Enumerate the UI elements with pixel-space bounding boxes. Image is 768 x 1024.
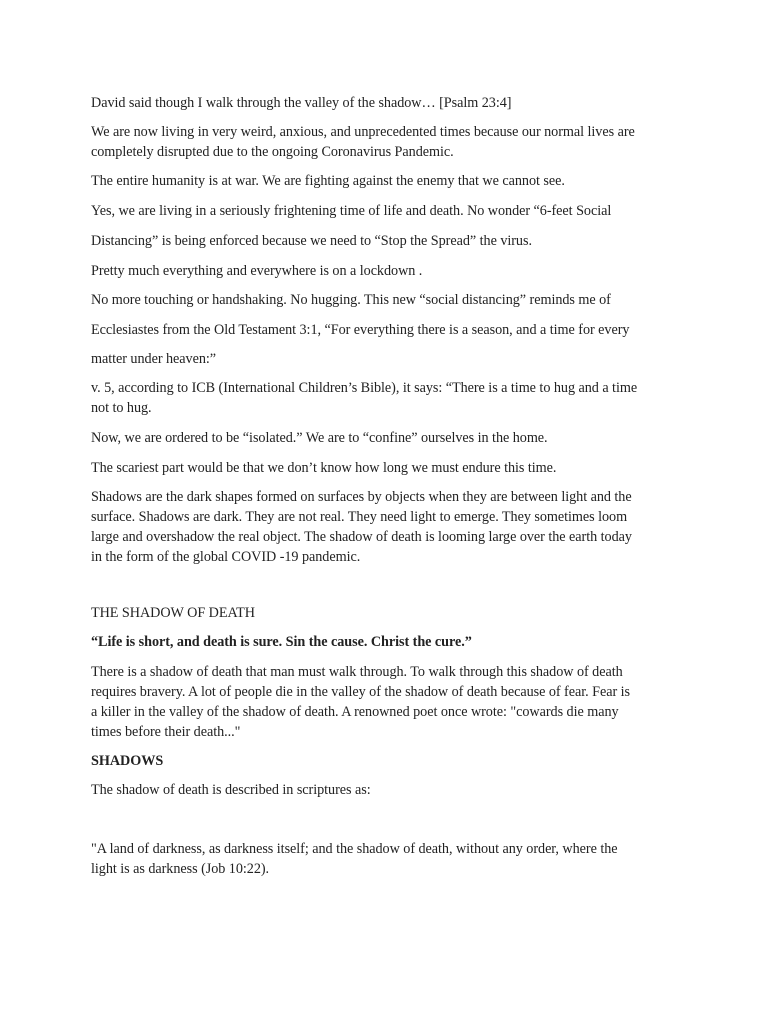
paragraph-line: requires bravery. A lot of people die in the valley of the shadow of death because of fear. Fear is	[91, 684, 630, 700]
paragraph-line: Distancing” is being enforced because we need to “Stop the Spread” the virus.	[91, 233, 532, 249]
section-heading-bold: SHADOWS	[91, 753, 164, 769]
intro-line: David said though I walk through the valley of the shadow… [Psalm 23:4]	[91, 95, 512, 111]
paragraph-line: not to hug.	[91, 400, 152, 416]
scripture-line: "A land of darkness, as darkness itself; and the shadow of death, without any order, where the	[91, 841, 618, 857]
quote-line: “Life is short, and death is sure. Sin the cause. Christ the cure.”	[91, 634, 472, 650]
paragraph-line: times before their death..."	[91, 724, 241, 740]
paragraph-line: The entire humanity is at war. We are fighting against the enemy that we cannot see.	[91, 173, 565, 189]
section-heading: THE SHADOW OF DEATH	[91, 605, 255, 621]
paragraph-line: in the form of the global COVID -19 pandemic.	[91, 549, 361, 565]
paragraph-line: a killer in the valley of the shadow of death. A renowned poet once wrote: "cowards die many	[91, 704, 619, 720]
paragraph-line: Now, we are ordered to be “isolated.” We are to “confine” ourselves in the home.	[91, 430, 548, 446]
paragraph-line: The scariest part would be that we don’t know how long we must endure this time.	[91, 460, 557, 476]
paragraph-line: There is a shadow of death that man must walk through. To walk through this shadow of death	[91, 664, 623, 680]
paragraph-line: v. 5, according to ICB (International Children’s Bible), it says: “There is a time to hug and a time	[91, 380, 638, 396]
scripture-line: light is as darkness (Job 10:22).	[91, 861, 270, 877]
paragraph-line: We are now living in very weird, anxious, and unprecedented times because our normal lives are	[91, 124, 635, 140]
paragraph-line: Shadows are the dark shapes formed on surfaces by objects when they are between light and the	[91, 489, 632, 505]
paragraph-line: Ecclesiastes from the Old Testament 3:1, “For everything there is a season, and a time for every	[91, 322, 630, 338]
paragraph-line: completely disrupted due to the ongoing Coronavirus Pandemic.	[91, 144, 454, 160]
paragraph-line: Pretty much everything and everywhere is on a lockdown .	[91, 263, 423, 279]
paragraph-line: Yes, we are living in a seriously frightening time of life and death. No wonder “6-feet Social	[91, 203, 612, 219]
paragraph-line: matter under heaven:”	[91, 351, 216, 367]
paragraph-line: surface. Shadows are dark. They are not real. They need light to emerge. They sometimes loom	[91, 509, 628, 525]
paragraph-line: The shadow of death is described in scriptures as:	[91, 782, 371, 798]
paragraph-line: No more touching or handshaking. No hugging. This new “social distancing” reminds me of	[91, 292, 611, 308]
paragraph-line: large and overshadow the real object. The shadow of death is looming large over the earth today	[91, 529, 632, 545]
